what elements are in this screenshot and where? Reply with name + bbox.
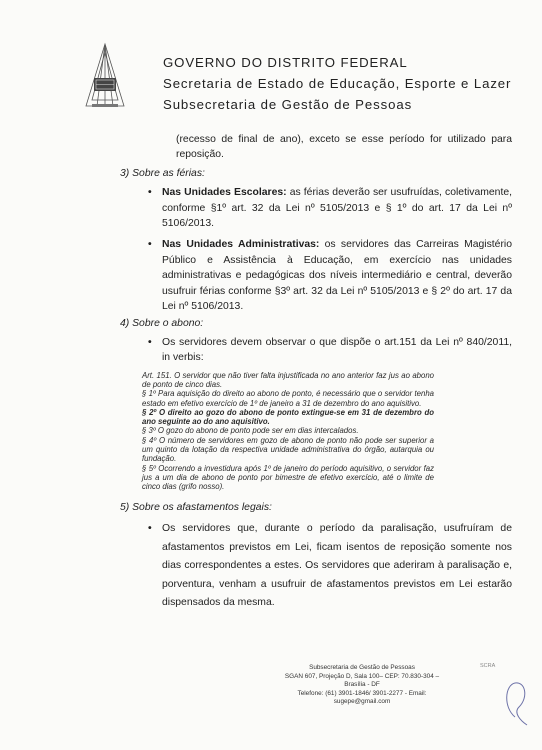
- bullet-dot: •: [148, 336, 152, 348]
- letterhead-subsecretariat: Subsecretaria de Gestão de Pessoas: [163, 97, 413, 112]
- bullet-abono: [112, 335, 512, 366]
- letterhead-government: GOVERNO DO DISTRITO FEDERAL: [163, 55, 408, 70]
- quote-paragraph-2: § 2º O direito ao gozo do abono de ponto extingue-se em 31 de dezembro do ano seguinte ao do ano aquisitivo.: [142, 407, 434, 427]
- bullet-text: as férias deverão ser usufruídas, coletivamente, conforme §1º art. 32 da Lei nº 5105/2013 e § 1º do art. 17 da Lei nº 5106/2013.: [162, 187, 512, 230]
- page-stamp: SCRA: [480, 663, 496, 669]
- quote-paragraph-1: § 1º Para aquisição do direito ao abono de ponto, é necessário que o servidor tenha estado em efetivo exercício de 1º de janeiro a 31 de dezembro do ano aquisitivo.: [142, 389, 434, 408]
- bullet-unidades-administrativas: [112, 237, 512, 314]
- section-4-title: 4) Sobre o abono:: [120, 318, 204, 330]
- bullet-text: Os servidores devem observar o que dispõe o art.151 da Lei nº 840/2011, in verbis:: [162, 336, 512, 364]
- bullet-heading: Nas Unidades Administrativas:: [162, 239, 320, 251]
- bullet-afastamentos: [112, 520, 512, 613]
- handwritten-mark-icon: [495, 677, 535, 727]
- intro-paragraph: (recesso de final de ano), exceto se esse período for utilizado para reposição.: [176, 134, 512, 161]
- section-3-title: 3) Sobre as férias:: [120, 167, 205, 179]
- quote-paragraph-5: § 5º Ocorrendo a investidura após 1º de janeiro do período aquisitivo, o servidor faz jus a um dia de abono de ponto por bimestre de efetivo exercício, até o limite de cinco dias (grifo nosso).: [142, 463, 434, 492]
- bullet-dot: •: [148, 187, 152, 199]
- footer-department: Subsecretaria de Gestão de Pessoas: [309, 664, 415, 671]
- quote-paragraph-4: § 4º O número de servidores em gozo de abono de ponto não pode ser superior a um quinto da lotação da respectiva unidade administrativa do órgão, autarquia ou fundação.: [142, 435, 434, 464]
- footer-address: SGAN 607, Projeção D, Sala 100– CEP: 70.830-304 – Brasília - DF: [284, 672, 440, 689]
- bullet-dot: •: [148, 522, 152, 534]
- brasilia-emblem-icon: [80, 42, 130, 112]
- quote-art-151: Art. 151. O servidor que não tiver falta injustificada no ano anterior faz jus ao abono de ponto de cinco dias.: [142, 370, 434, 389]
- law-quote: [142, 371, 434, 492]
- document-body: [112, 132, 512, 613]
- quote-paragraph-3: § 3º O gozo do abono de ponto pode ser em dias intercalados.: [142, 426, 359, 436]
- bullet-heading: Nas Unidades Escolares:: [162, 187, 287, 199]
- bullet-text: Os servidores que, durante o período da paralisação, usufruíram de afastamentos previstos em Lei, ficam isentos de reposição somente nos dias correspondentes a estes. Os servidores que aderiram à paralisação e, porventura, venham a usufruir de afastamentos previstos em Lei estarão dispensados da mesma.: [162, 522, 512, 609]
- letterhead: [163, 52, 512, 115]
- bullet-text: os servidores das Carreiras Magistério Público e Assistência à Educação, em exercício nas unidades administrativas e pedagógicas dos níveis intermediário e central, deverão usufruir férias conforme §3º art. 32 da Lei nº 5105/2013 e § 2º do art. 17 da Lei nº 5106/2013.: [162, 239, 512, 313]
- bullet-dot: •: [148, 239, 152, 251]
- section-5-title: 5) Sobre os afastamentos legais:: [120, 501, 272, 513]
- bullet-unidades-escolares: [112, 185, 512, 231]
- letterhead-secretariat: Secretaria de Estado de Educação, Esporte e Lazer: [163, 76, 512, 91]
- footer-contact: Telefone: (61) 3901-1846/ 3901-2277 - Email: sugepe@gmail.com: [297, 689, 427, 706]
- page-footer: [282, 664, 442, 707]
